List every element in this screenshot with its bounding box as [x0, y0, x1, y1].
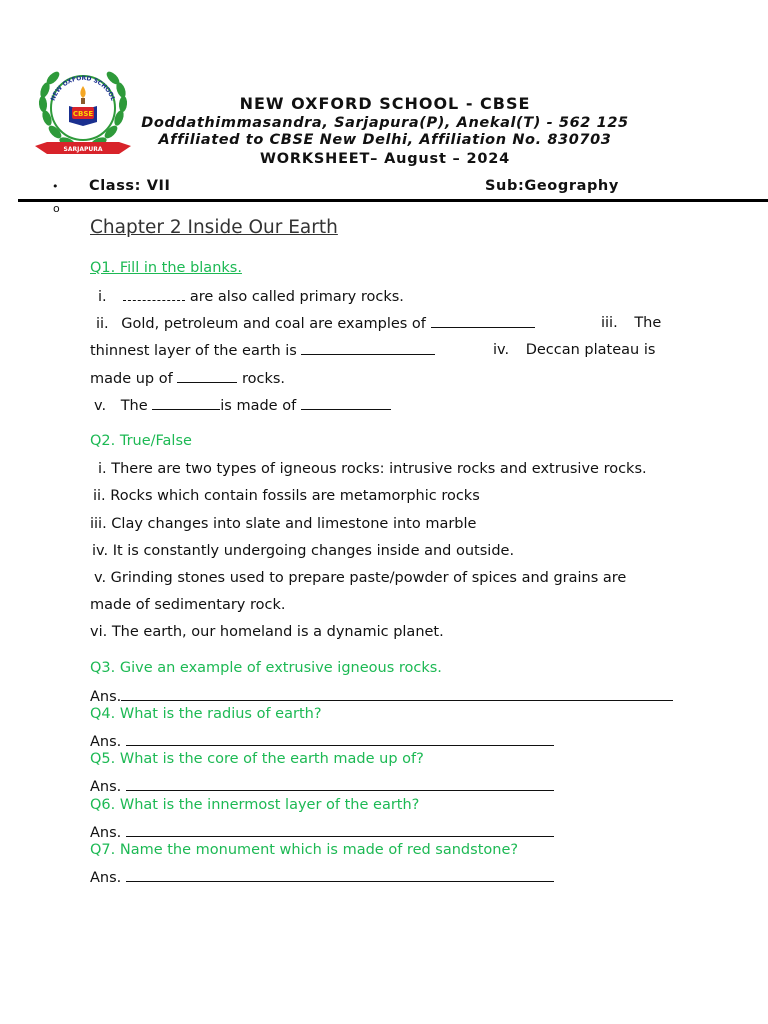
bullet-dot: • [52, 180, 59, 193]
subject-label: Sub:Geography [485, 178, 619, 194]
q1-item-i: i. are also called primary rocks. [98, 289, 404, 305]
blank-field[interactable] [431, 315, 535, 328]
svg-text:NEW OXFORD SCHOOL: NEW OXFORD SCHOOL [49, 74, 117, 102]
q6-answer-line: Ans. [90, 824, 554, 841]
q1-item-iii-start: iii. The [601, 315, 662, 331]
bullet-circle: o [53, 202, 60, 215]
q1-item-v: v. The is made of [94, 397, 391, 414]
answer-field[interactable] [121, 688, 673, 701]
school-name: NEW OXFORD SCHOOL - CBSE [239, 94, 531, 113]
q2-item: i. There are two types of igneous rocks: intrusive rocks and extrusive rocks. [98, 461, 647, 477]
q2-item: vi. The earth, our homeland is a dynamic planet. [90, 624, 444, 640]
q1-heading: Q1. Fill in the blanks. [90, 260, 242, 276]
answer-field[interactable] [126, 824, 554, 837]
worksheet-title: WORKSHEET– August – 2024 [259, 151, 510, 167]
blank-field[interactable] [301, 397, 391, 410]
q2-heading: Q2. True/False [90, 433, 192, 449]
q2-item: v. Grinding stones used to prepare paste/powder of spices and grains are [94, 570, 627, 586]
chapter-title: Chapter 2 Inside Our Earth [90, 217, 338, 238]
q3-answer-line: Ans. [90, 688, 673, 705]
header-divider [18, 199, 768, 202]
q7-question: Q7. Name the monument which is made of red sandstone? [90, 842, 519, 858]
q2-item: iv. It is constantly undergoing changes inside and outside. [92, 543, 515, 559]
school-address: Doddathimmasandra, Sarjapura(P), Anekal(T) - 562 125 [141, 115, 629, 131]
q1-item-iv-end: made up of rocks. [90, 371, 285, 387]
answer-field[interactable] [126, 778, 554, 791]
q4-answer-line: Ans. [90, 733, 554, 750]
blank-field[interactable] [152, 397, 220, 410]
q7-answer-line: Ans. [90, 869, 554, 886]
svg-text:CBSE: CBSE [72, 110, 94, 118]
svg-text:SARJAPURA: SARJAPURA [63, 146, 103, 153]
affiliation-line: Affiliated to CBSE New Delhi, Affiliation No. 830703 [158, 132, 612, 148]
q5-answer-line: Ans. [90, 778, 554, 795]
class-label: Class: VII [89, 178, 171, 194]
q2-item: iii. Clay changes into slate and limestone into marble [90, 516, 477, 532]
q1-item-iv-start: iv. Deccan plateau is [493, 342, 656, 358]
answer-field[interactable] [126, 869, 554, 882]
q3-question: Q3. Give an example of extrusive igneous rocks. [90, 660, 442, 676]
blank-field[interactable] [177, 370, 237, 383]
q2-item: ii. Rocks which contain fossils are metamorphic rocks [93, 488, 480, 504]
answer-field[interactable] [126, 733, 554, 746]
q1-item-ii: ii. Gold, petroleum and coal are examples of [96, 315, 535, 332]
q6-question: Q6. What is the innermost layer of the earth? [90, 797, 420, 813]
school-logo [33, 60, 133, 160]
blank-field[interactable] [301, 342, 435, 355]
q2-item-continued: made of sedimentary rock. [90, 597, 286, 613]
q1-item-iii-end: thinnest layer of the earth is [90, 342, 435, 359]
q5-question: Q5. What is the core of the earth made up of? [90, 751, 424, 767]
q4-question: Q4. What is the radius of earth? [90, 706, 322, 722]
blank-field[interactable] [123, 288, 185, 301]
logo-emblem [33, 60, 133, 160]
